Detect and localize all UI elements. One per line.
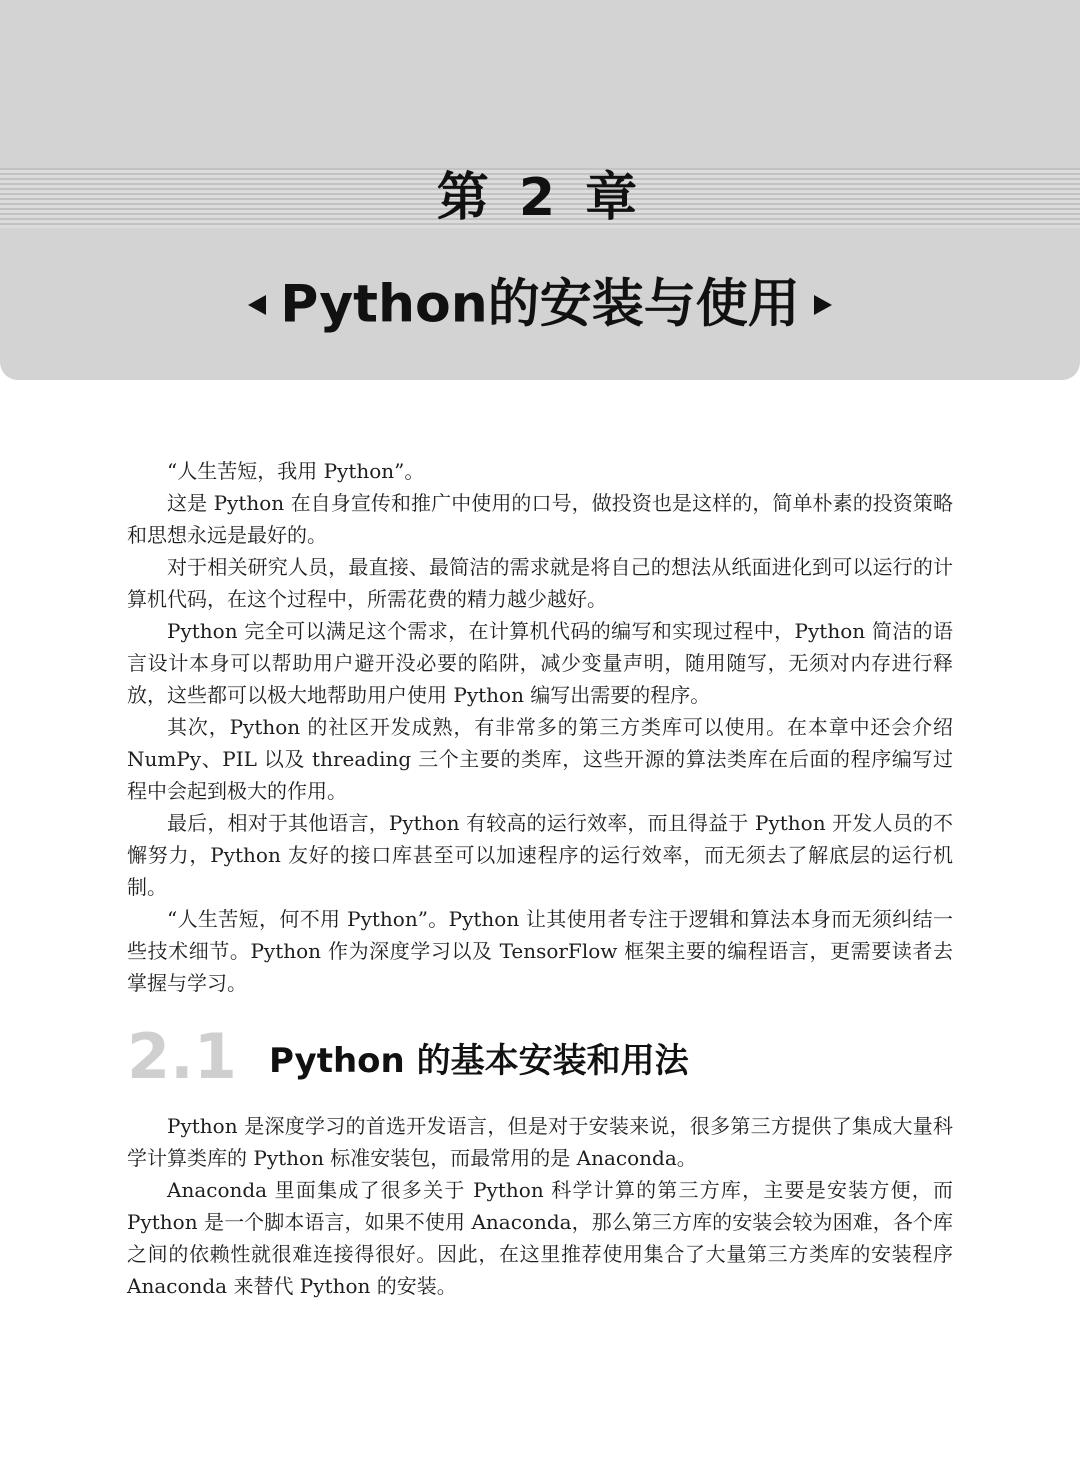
intro-paragraph: 这是 Python 在自身宣传和推广中使用的口号，做投资也是这样的，简单朴素的投资策略和思想永远是最好的。 <box>127 491 953 547</box>
intro-paragraph: “人生苦短，何不用 Python”。Python 让其使用者专注于逻辑和算法本身而无须纠结一些技术细节。Python 作为深度学习以及 TensorFlow 框架主要的编程语言，更需要读者去掌握与学习。 <box>127 907 953 995</box>
chapter-title-row <box>0 268 1080 341</box>
section-paragraph: Python 是深度学习的首选开发语言，但是对于安装来说，很多第三方提供了集成大量科学计算类库的 Python 标准安装包，而最常用的是 Anaconda。 <box>127 1114 953 1170</box>
chapter-title: Python的安装与使用 <box>280 274 800 335</box>
triangle-left-icon <box>248 295 266 315</box>
chapter-number: 第 2 章 <box>436 168 644 228</box>
intro-paragraph: 对于相关研究人员，最直接、最简洁的需求就是将自己的想法从纸面进化到可以运行的计算机代码，在这个过程中，所需花费的精力越少越好。 <box>127 555 953 611</box>
intro-paragraph: Python 完全可以满足这个需求，在计算机代码的编写和实现过程中，Python 简洁的语言设计本身可以帮助用户避开没必要的陷阱，减少变量声明，随用随写，无须对内存进行释放，这些都可以极大地帮助用户使用 Python 编写出需要的程序。 <box>127 619 953 707</box>
intro-paragraph: 其次，Python 的社区开发成熟，有非常多的第三方类库可以使用。在本章中还会介绍 NumPy、PIL 以及 threading 三个主要的类库，这些开源的算法类库在后面的程序编写过程中会起到极大的作用。 <box>127 715 953 803</box>
section-paragraph: Anaconda 里面集成了很多关于 Python 科学计算的第三方库，主要是安装方便，而 Python 是一个脚本语言，如果不使用 Anaconda，那么第三方库的安装会较为困难，各个库之间的依赖性就很难连接得很好。因此，在这里推荐使用集合了大量第三方类库的安装程序 Anaconda 来替代 Python 的安装。 <box>127 1178 953 1298</box>
triangle-right-icon <box>814 295 832 315</box>
chapter-intro <box>127 455 953 999</box>
section-body <box>127 1110 953 1302</box>
section-title: Python 的基本安装和用法 <box>269 1041 689 1081</box>
chapter-header <box>0 0 1080 380</box>
intro-paragraph: 最后，相对于其他语言，Python 有较高的运行效率，而且得益于 Python 开发人员的不懈努力，Python 友好的接口库甚至可以加速程序的运行效率，而无须去了解底层的运行机制。 <box>127 811 953 899</box>
section-number: 2.1 <box>127 1020 237 1093</box>
section-heading <box>127 1022 953 1092</box>
intro-paragraph: “人生苦短，我用 Python”。 <box>167 459 425 483</box>
